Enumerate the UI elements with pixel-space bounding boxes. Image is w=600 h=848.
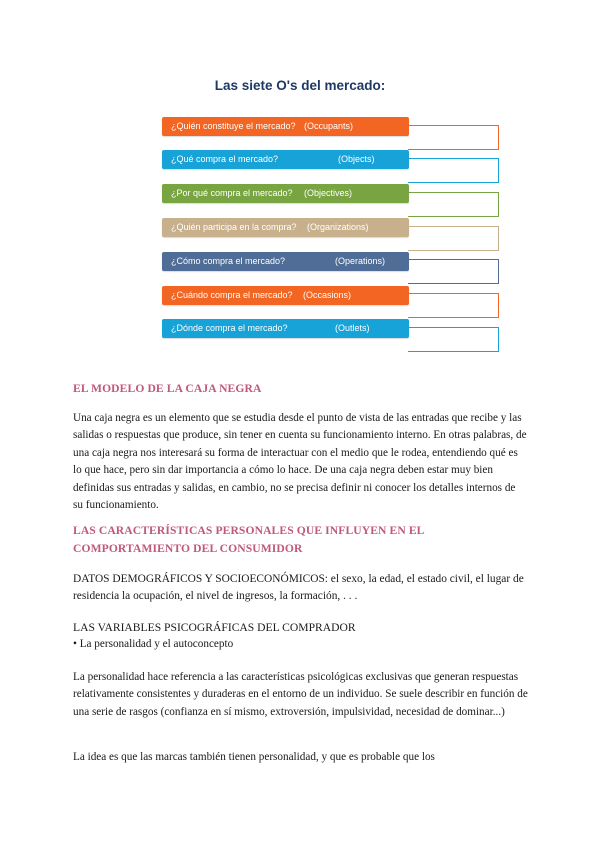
bar-occupants xyxy=(162,117,409,136)
black-box-paragraph: Una caja negra es un elemento que se estudia desde el punto de vista de las entradas que recibe y las salidas o respuestas que produce, sin tener en cuenta su funcionamiento interno. En otras palabras, de una caja negra nos interesará su forma de interactuar con el medio que le rodea, entendiendo qué es lo que hace, pero sin dar importancia a cómo lo hace. De una caja negra deben estar muy bien definidas sus entradas y salidas, en cambio, no se precisa definir ni conocer los detalles internos de su funcionamiento. xyxy=(73,412,527,512)
bar-o-term: (Organizations) xyxy=(307,222,369,232)
bar-question: ¿Quién constituye el mercado? xyxy=(171,121,296,131)
bar-o-term: (Objectives) xyxy=(304,188,353,198)
bar-o-term: (Occasions) xyxy=(303,290,352,300)
bar-o-term: (Occupants) xyxy=(304,121,354,131)
bracket-organizations xyxy=(408,226,499,251)
bracket-objects xyxy=(408,158,499,183)
demographics-text: : el sexo, la edad, el estado civil, el lugar de residencia la ocupación, el nivel de ingresos, la formación, . . . xyxy=(73,573,524,603)
personality-bullet: • La personalidad y el autoconcepto xyxy=(73,638,234,650)
bracket-occupants xyxy=(408,125,499,150)
bar-question: ¿Cómo compra el mercado? xyxy=(171,256,286,266)
bracket-outlets xyxy=(408,327,499,352)
brand-personality-paragraph: La idea es que las marcas también tienen personalidad, y que es probable que los xyxy=(73,751,435,763)
bar-o-term: (Outlets) xyxy=(335,323,370,333)
bracket-operations xyxy=(408,259,499,284)
bracket-objectives xyxy=(408,192,499,217)
section-heading-black-box: EL MODELO DE LA CAJA NEGRA xyxy=(73,382,262,395)
bar-organizations xyxy=(162,218,409,237)
demographics-paragraph xyxy=(73,571,528,606)
demographics-label: DATOS DEMOGRÁFICOS Y SOCIOECONÓMICOS xyxy=(73,573,325,585)
bar-occasions xyxy=(162,286,409,305)
bar-o-term: (Objects) xyxy=(338,154,375,164)
section-heading-personal-characteristics: LAS CARACTERÍSTICAS PERSONALES QUE INFLUYEN EN EL COMPORTAMIENTO DEL CONSUMIDOR xyxy=(73,524,424,555)
bar-question: ¿Quién participa en la compra? xyxy=(171,222,297,232)
bar-o-term: (Operations) xyxy=(335,256,386,266)
bar-objectives xyxy=(162,184,409,203)
bar-question: ¿Por qué compra el mercado? xyxy=(171,188,293,198)
bar-question: ¿Cuándo compra el mercado? xyxy=(171,290,293,300)
bar-outlets xyxy=(162,319,409,338)
psychographic-heading: LAS VARIABLES PSICOGRÁFICAS DEL COMPRADOR xyxy=(73,621,356,634)
bar-question: ¿Qué compra el mercado? xyxy=(171,154,279,164)
personality-paragraph: La personalidad hace referencia a las características psicológicas exclusivas que generan respuestas relativamente consistentes y duraderas en el entorno de un individuo. Se suele describir en función de una serie de rasgos (confianza en sí mismo, extroversión, impulsividad, necesidad de dominar...) xyxy=(73,671,528,718)
diagram-title: Las siete O's del mercado: xyxy=(214,78,386,93)
bar-question: ¿Dónde compra el mercado? xyxy=(171,323,288,333)
bracket-occasions xyxy=(408,293,499,318)
bar-objects xyxy=(162,150,409,169)
bar-operations xyxy=(162,252,409,271)
